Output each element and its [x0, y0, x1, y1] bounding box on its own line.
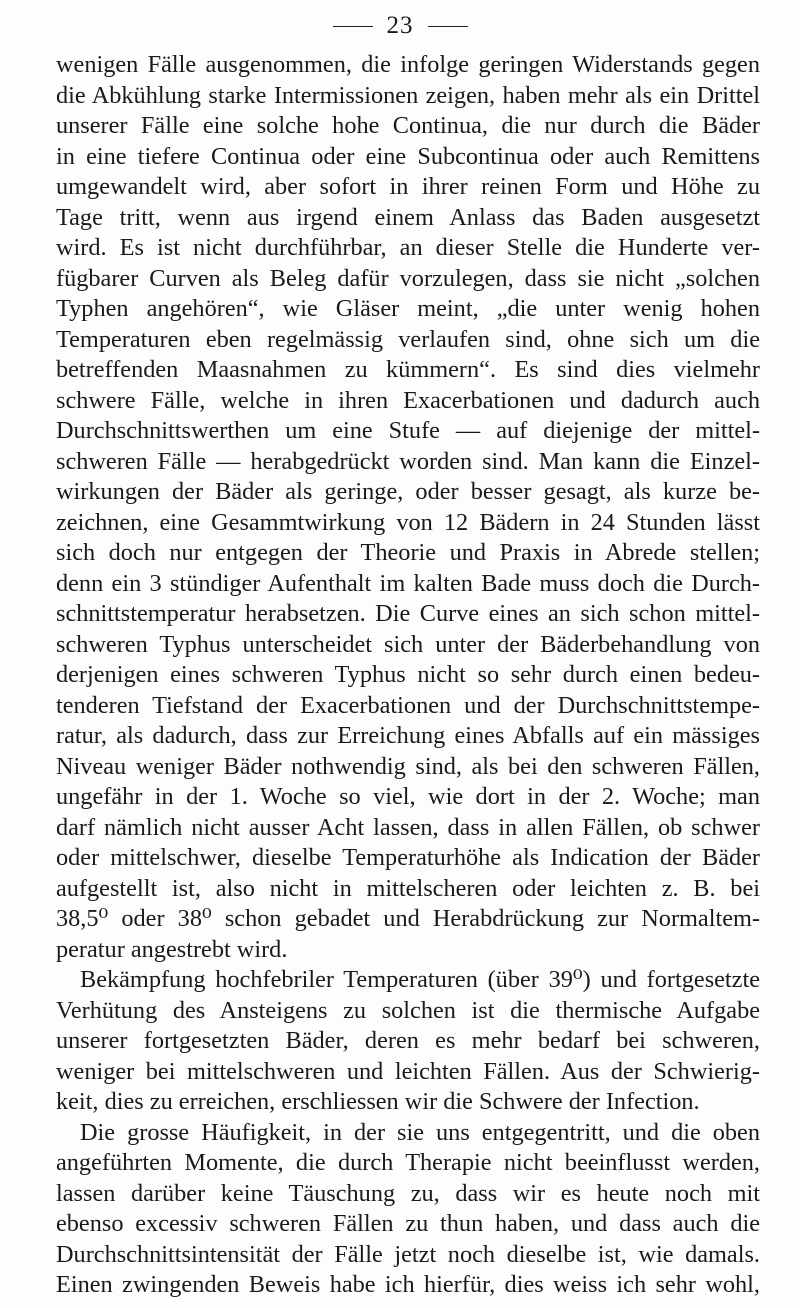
text-line: schnittstemperatur herabsetzen. Die Curve eines an sich schon mittel-	[56, 600, 760, 627]
text-line: wirkungen der Bäder als geringe, oder besser gesagt, als kurze be-	[56, 478, 760, 505]
text-line: denn ein 3 stündiger Aufenthalt im kalten Bade muss doch die Durch-	[56, 569, 760, 597]
text-line: ungefähr in der 1. Woche so viel, wie dort in der 2. Woche; man	[56, 783, 760, 810]
text-line: sich doch nur entgegen der Theorie und Praxis in Abrede stellen;	[56, 539, 760, 566]
text-line: weniger bei mittelschweren und leichten Fällen. Aus der Schwierig-	[56, 1057, 760, 1085]
text-line: lassen darüber keine Täuschung zu, dass wir es heute noch mit	[56, 1179, 760, 1207]
text-line: tenderen Tiefstand der Exacerbationen und der Durchschnittstempe-	[56, 691, 760, 719]
text-line: Niveau weniger Bäder nothwendig sind, als bei den schweren Fällen,	[56, 752, 760, 780]
text-line: betreffenden Maasnahmen zu kümmern“. Es sind dies vielmehr	[56, 356, 760, 383]
text-line: Temperaturen eben regelmässig verlaufen sind, ohne sich um die	[56, 325, 760, 353]
text-line: unserer Fälle eine solche hohe Continua, die nur durch die Bäder	[56, 112, 760, 139]
text-line: schwere Fälle, welche in ihren Exacerbationen und dadurch auch	[56, 386, 760, 414]
text-line: 38,5⁰ oder 38⁰ schon gebadet und Herabdrückung zur Normaltem-	[56, 905, 760, 932]
text-line: ebenso excessiv schweren Fällen zu thun haben, und dass auch die	[56, 1210, 760, 1237]
text-line: fügbarer Curven als Beleg dafür vorzulegen, dass sie nicht „solchen	[56, 264, 760, 292]
text-line: keit, dies zu erreichen, erschliessen wir die Schwere der Infection.	[56, 1088, 700, 1115]
text-line: wird. Es ist nicht durchführbar, an dieser Stelle die Hunderte ver-	[56, 234, 760, 261]
text-line: ratur, als dadurch, dass zur Erreichung eines Abfalls auf ein mässiges	[56, 722, 760, 749]
page-number: 23	[386, 12, 414, 39]
text-line: in eine tiefere Continua oder eine Subcontinua oder auch Remittens	[56, 142, 760, 170]
header-rule-left	[333, 26, 373, 27]
text-line: schweren Typhus unterscheidet sich unter der Bäderbehandlung von	[56, 630, 760, 658]
text-line: Bekämpfung hochfebriler Temperaturen (über 39⁰) und fortgesetzte	[80, 966, 760, 993]
text-line: zeichnen, eine Gesammtwirkung von 12 Bädern in 24 Stunden lässt	[56, 508, 760, 536]
text-line: peratur angestrebt wird.	[56, 935, 288, 963]
text-line: Tage tritt, wenn aus irgend einem Anlass das Baden ausgesetzt	[56, 203, 760, 231]
text-line: wenigen Fälle ausgenommen, die infolge geringen Widerstands gegen	[56, 51, 760, 78]
text-line: die Abkühlung starke Intermissionen zeigen, haben mehr als ein Drittel	[56, 81, 760, 109]
text-line: oder mittelschwer, dieselbe Temperaturhöhe als Indication der Bäder	[56, 844, 760, 871]
text-line: Durchschnittswerthen um eine Stufe — auf diejenige der mittel-	[56, 417, 760, 444]
text-line: aufgestellt ist, also nicht in mittelscheren oder leichten z. B. bei	[56, 874, 760, 902]
text-line: Einen zwingenden Beweis habe ich hierfür, dies weiss ich sehr wohl,	[56, 1271, 760, 1298]
text-line: schweren Fälle — herabgedrückt worden sind. Man kann die Einzel-	[56, 447, 760, 475]
text-line: derjenigen eines schweren Typhus nicht so sehr durch einen bedeu-	[56, 661, 760, 688]
text-line: Typhen angehören“, wie Gläser meint, „die unter wenig hohen	[56, 295, 760, 322]
text-line: darf nämlich nicht ausser Acht lassen, dass in allen Fällen, ob schwer	[56, 813, 760, 841]
header-rule-right	[428, 26, 468, 27]
text-line: Verhütung des Ansteigens zu solchen ist die thermische Aufgabe	[56, 996, 760, 1024]
text-line: angeführten Momente, die durch Therapie nicht beeinflusst werden,	[56, 1149, 760, 1176]
text-line: umgewandelt wird, aber sofort in ihrer reinen Form und Höhe zu	[56, 173, 760, 200]
body-text	[56, 50, 760, 1301]
page-header	[0, 8, 800, 44]
text-line: unserer fortgesetzten Bäder, deren es mehr bedarf bei schweren,	[56, 1027, 760, 1054]
text-line: Die grosse Häufigkeit, in der sie uns entgegentritt, und die oben	[80, 1118, 760, 1146]
text-line: Durchschnittsintensität der Fälle jetzt noch dieselbe ist, wie damals.	[56, 1240, 760, 1268]
